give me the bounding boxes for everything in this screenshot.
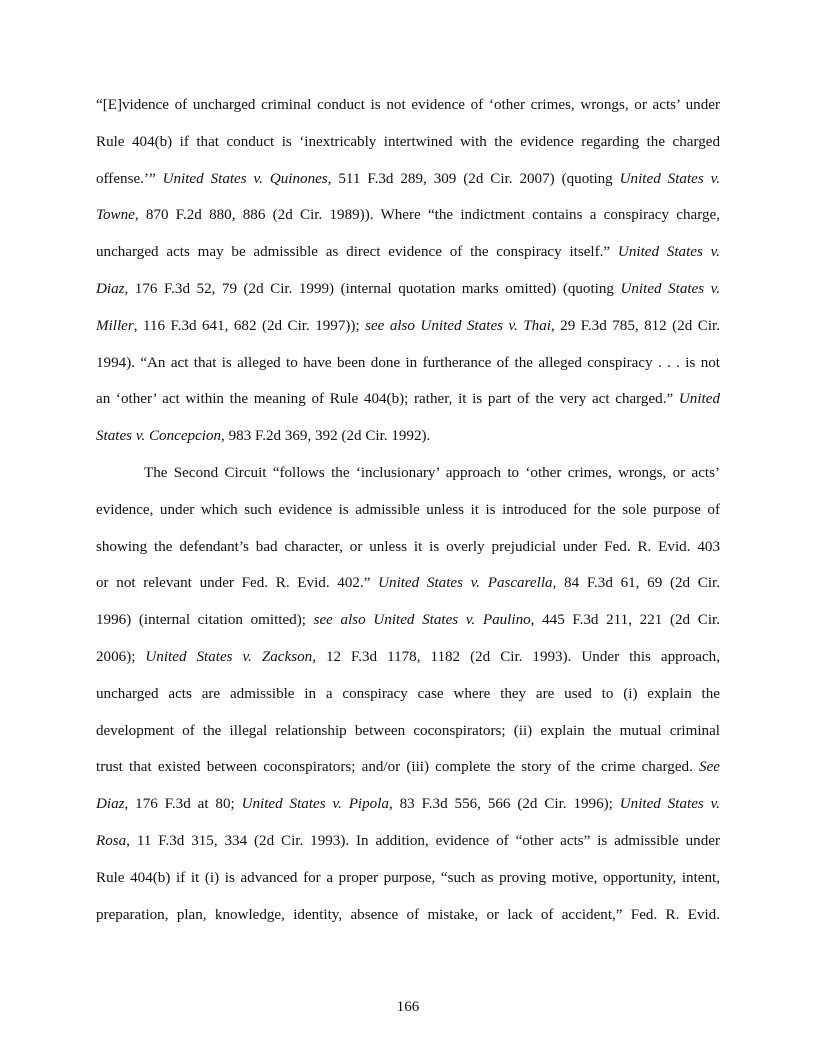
text-line [96, 278, 720, 315]
text-run: Rule 404(b) if that conduct is ‘inextricably intertwined with the evidence regarding the charged [96, 133, 720, 150]
text-line [96, 168, 720, 205]
text-run: , 176 F.3d at 80; [124, 796, 242, 813]
text-run: trust that existed between coconspirators; and/or (iii) complete the story of the crime charged. [96, 759, 700, 776]
text-run: uncharged acts are admissible in a conspiracy case where they are used to (i) explain the [96, 685, 720, 702]
text-line [96, 683, 720, 720]
italic-text-run: see also United States v. Thai [365, 317, 551, 334]
text-line [96, 720, 720, 757]
text-run: showing the defendant’s bad character, or unless it is overly prejudicial under Fed. R. Evid. 403 [96, 538, 720, 555]
italic-text-run: States v. Concepcion [96, 428, 222, 445]
text-run: , 29 F.3d 785, 812 (2d Cir. [550, 317, 720, 334]
text-line [96, 499, 720, 536]
text-run: preparation, plan, knowledge, identity, absence of mistake, or lack of accident,” Fed. R. Evid. [96, 906, 720, 923]
text-run: 1996) (internal citation omitted); [96, 612, 314, 629]
text-run: an ‘other’ act within the meaning of Rule 404(b); rather, it is part of the very act charged.” [96, 391, 679, 408]
text-run: or not relevant under Fed. R. Evid. 402.” [96, 575, 379, 592]
text-run: , 11 F.3d 315, 334 (2d Cir. 1993). In addition, evidence of “other acts” is admissible under [126, 832, 720, 849]
text-line [96, 315, 720, 352]
italic-text-run: Diaz [96, 280, 125, 297]
text-line [96, 536, 720, 573]
text-run: Rule 404(b) if it (i) is advanced for a proper purpose, “such as proving motive, opportunity, intent, [96, 869, 720, 886]
italic-text-run: United States v. [617, 244, 720, 261]
text-run: “[E]vidence of uncharged criminal conduct is not evidence of ‘other crimes, wrongs, or acts’ under [96, 97, 720, 113]
text-line [96, 352, 720, 389]
text-line [96, 241, 720, 278]
text-run: , 84 F.3d 61, 69 (2d Cir. [552, 575, 721, 592]
italic-text-run: See [699, 759, 720, 776]
italic-text-run: see also United States v. Paulino [313, 612, 531, 629]
text-run: , 445 F.3d 211, 221 (2d Cir. [530, 612, 720, 629]
italic-text-run: Rosa [96, 832, 127, 849]
italic-text-run: United States v. [620, 280, 720, 297]
text-line [96, 646, 720, 683]
text-line [96, 94, 720, 131]
italic-text-run: United [678, 391, 720, 408]
text-run: 2006); [96, 648, 146, 665]
text-run: offense.’” [96, 170, 163, 187]
italic-text-run: Diaz [96, 796, 125, 813]
text-run: , 176 F.3d 52, 79 (2d Cir. 1999) (internal quotation marks omitted) (quoting [124, 280, 621, 297]
text-line [96, 609, 720, 646]
italic-text-run: United States v. [619, 796, 720, 813]
italic-text-run: United States v. [619, 170, 720, 187]
body-text [96, 94, 720, 940]
text-line [96, 388, 720, 425]
text-run: The Second Circuit “follows the ‘inclusionary’ approach to ‘other crimes, wrongs, or acts’ [144, 464, 720, 481]
italic-text-run: United States v. Pipola [241, 796, 389, 813]
paragraph [96, 462, 720, 940]
text-run: , 83 F.3d 556, 566 (2d Cir. 1996); [388, 796, 620, 813]
italic-text-run: United States v. Zackson [145, 648, 313, 665]
text-line [96, 131, 720, 168]
text-line [96, 204, 720, 241]
text-line [96, 425, 720, 462]
italic-text-run: United States v. Pascarella [378, 575, 553, 592]
text-line [96, 793, 720, 830]
text-run: 1994). “An act that is alleged to have been done in furtherance of the alleged conspiracy . . . is not [96, 354, 720, 371]
italic-text-run: United States v. Quinones [162, 170, 328, 187]
text-run: , 870 F.2d 880, 886 (2d Cir. 1989)). Where “the indictment contains a conspiracy charge, [134, 207, 720, 224]
text-line [96, 462, 720, 499]
text-line [96, 756, 720, 793]
text-run: development of the illegal relationship between coconspirators; (ii) explain the mutual criminal [96, 722, 720, 739]
page-number: 166 [396, 999, 420, 1015]
text-line [96, 904, 720, 941]
text-line [96, 572, 720, 609]
paragraph [96, 94, 720, 462]
text-run: , 116 F.3d 641, 682 (2d Cir. 1997)); [133, 317, 366, 334]
italic-text-run: Towne [96, 207, 135, 224]
text-run: , 511 F.3d 289, 309 (2d Cir. 2007) (quoting [327, 170, 620, 187]
text-run: , 983 F.2d 369, 392 (2d Cir. 1992). [221, 428, 431, 445]
text-run: , 12 F.3d 1178, 1182 (2d Cir. 1993). Under this approach, [312, 648, 720, 665]
text-line [96, 830, 720, 867]
text-run: uncharged acts may be admissible as direct evidence of the conspiracy itself.” [96, 244, 618, 261]
text-run: evidence, under which such evidence is admissible unless it is introduced for the sole purpose of [96, 501, 720, 518]
text-line [96, 867, 720, 904]
italic-text-run: Miller [96, 317, 134, 334]
